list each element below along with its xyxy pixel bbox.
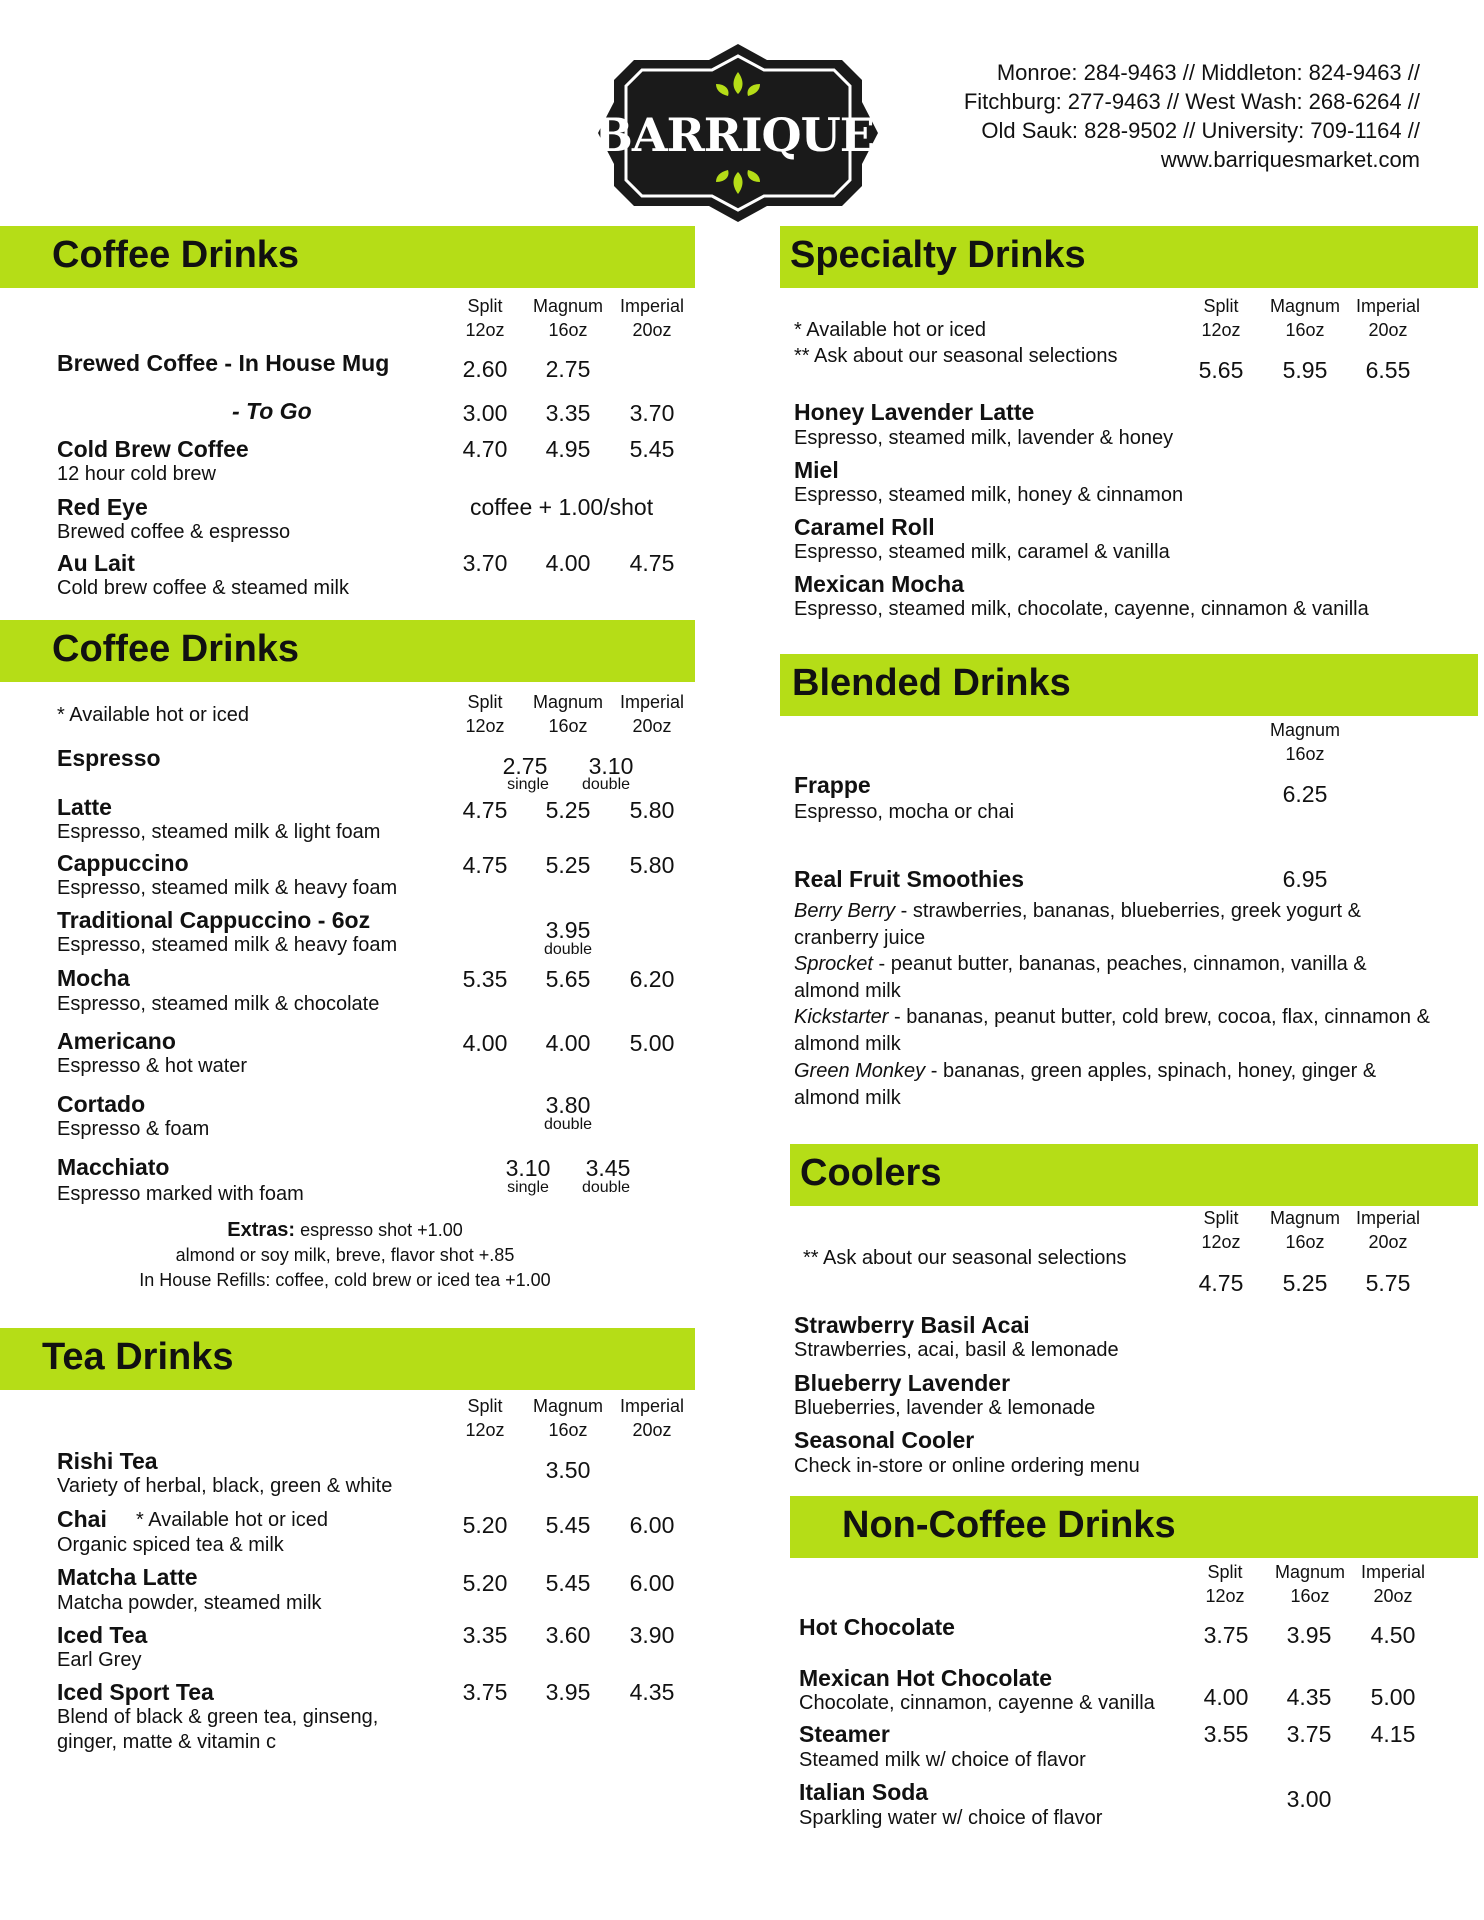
- price-magnum: 3.75: [1286, 1721, 1332, 1747]
- price-split: 3.35: [462, 1622, 508, 1648]
- menu-item-name: Caramel Roll: [794, 514, 935, 540]
- menu-item-name: Red Eye: [57, 494, 148, 520]
- menu-item-desc: Chocolate, cinnamon, cayenne & vanilla: [799, 1692, 1155, 1714]
- menu-item-desc: Blueberries, lavender & lemonade: [794, 1397, 1096, 1419]
- menu-item-name: Espresso: [57, 745, 161, 771]
- menu-item-desc: Espresso, steamed milk, lavender & honey: [794, 427, 1174, 449]
- price-double-label: double: [581, 776, 631, 793]
- price-imperial: 4.15: [1370, 1721, 1416, 1747]
- price-split: 4.75: [462, 852, 508, 878]
- flavor-name: Berry Berry: [794, 900, 896, 922]
- size-header-magnum: Magnum 16oz: [532, 692, 604, 736]
- flavor-name: Sprocket: [794, 953, 873, 975]
- coffee-drinks-header: [0, 620, 695, 682]
- availability-note: * Available hot or iced: [794, 319, 986, 341]
- extras-label: Extras:: [227, 1219, 296, 1241]
- price-imperial: 5.00: [629, 1030, 675, 1056]
- smoothie-flavor: [794, 951, 1434, 1005]
- menu-item-name: Seasonal Cooler: [794, 1427, 975, 1453]
- menu-item-name: Cortado: [57, 1091, 146, 1117]
- availability-note: * Available hot or iced: [136, 1509, 328, 1531]
- price-magnum: 5.65: [545, 966, 591, 992]
- price-imperial: 3.90: [629, 1622, 675, 1648]
- size-header-magnum: Magnum 16oz: [1269, 296, 1341, 340]
- menu-item-desc: 12 hour cold brew: [57, 463, 216, 485]
- price-imperial: 4.35: [629, 1679, 675, 1705]
- menu-item-name: Hot Chocolate: [799, 1614, 955, 1640]
- price-split: 3.00: [462, 400, 508, 426]
- size-header-imperial: Imperial 20oz: [619, 1396, 685, 1440]
- price-double: 3.10: [588, 753, 634, 779]
- price-magnum: 4.35: [1286, 1684, 1332, 1710]
- size-header-split: Split 12oz: [1201, 296, 1241, 340]
- section-title: Coolers: [800, 1152, 942, 1194]
- menu-item-name: Americano: [57, 1028, 176, 1054]
- logo-text: BARRIQUES: [594, 108, 907, 162]
- smoothie-flavor: [794, 1058, 1434, 1112]
- price-split: 5.35: [462, 966, 508, 992]
- size-header-magnum: Magnum 16oz: [1269, 720, 1341, 764]
- price-imperial: 5.80: [629, 852, 675, 878]
- size-header-imperial: Imperial 20oz: [619, 296, 685, 340]
- extras-line-2: almond or soy milk, breve, flavor shot +.85: [175, 1245, 515, 1265]
- size-header-magnum: Magnum 16oz: [532, 296, 604, 340]
- menu-item-name: Brewed Coffee - In House Mug: [57, 350, 390, 376]
- smoothie-flavor: [794, 898, 1434, 952]
- menu-item-desc: Matcha powder, steamed milk: [57, 1592, 322, 1614]
- price-single-label: single: [507, 776, 549, 793]
- section-title: Specialty Drinks: [790, 234, 1086, 276]
- smoothie-flavor: [794, 1004, 1434, 1058]
- extras-line-3: In House Refills: coffee, cold brew or iced tea +1.00: [139, 1270, 551, 1290]
- menu-item-name: Traditional Cappuccino - 6oz: [57, 907, 371, 933]
- price-split: 5.65: [1198, 357, 1244, 383]
- extras-note: [60, 1218, 630, 1293]
- price-split: 3.75: [1203, 1622, 1249, 1648]
- menu-item-desc: Brewed coffee & espresso: [57, 521, 291, 543]
- price-magnum: 6.95: [1282, 866, 1328, 892]
- coffee-drinks-header: [0, 226, 695, 288]
- menu-item-name: - To Go: [232, 398, 312, 424]
- menu-item-desc: Espresso, steamed milk & chocolate: [57, 993, 380, 1015]
- price-note: coffee + 1.00/shot: [470, 494, 654, 520]
- price-imperial: 4.75: [629, 550, 675, 576]
- price-magnum: 3.50: [545, 1457, 591, 1483]
- availability-note: * Available hot or iced: [57, 704, 249, 726]
- menu-item-name: Matcha Latte: [57, 1564, 198, 1590]
- contact-locations-line-2: Fitchburg: 277-9463 // West Wash: 268-6264 //: [963, 89, 1420, 114]
- price-split: 3.55: [1203, 1721, 1249, 1747]
- price-split: 4.75: [462, 797, 508, 823]
- menu-item-name: Iced Sport Tea: [57, 1679, 214, 1705]
- price-split: 3.70: [462, 550, 508, 576]
- website-link[interactable]: www.barriquesmarket.com: [1160, 147, 1420, 172]
- price-magnum: 2.75: [545, 356, 591, 382]
- menu-item-desc: Variety of herbal, black, green & white: [57, 1475, 393, 1497]
- price-imperial: 5.80: [629, 797, 675, 823]
- price-magnum: 5.25: [545, 797, 591, 823]
- size-header-split: Split 12oz: [1205, 1562, 1245, 1606]
- menu-item-desc: Sparkling water w/ choice of flavor: [799, 1807, 1103, 1829]
- menu-item-name: Mocha: [57, 965, 130, 991]
- menu-item-name: Cappuccino: [57, 850, 189, 876]
- price-magnum: 6.25: [1282, 781, 1328, 807]
- price-sub-label: double: [543, 941, 593, 958]
- price-double-label: double: [581, 1179, 631, 1196]
- flavor-desc: - strawberries, bananas, blueberries, greek yogurt & cranberry juice: [794, 900, 1361, 949]
- non-coffee-drinks-header: [790, 1496, 1478, 1558]
- price-magnum: 4.00: [545, 550, 591, 576]
- price-imperial: 6.00: [629, 1570, 675, 1596]
- price-magnum: 3.95: [1286, 1622, 1332, 1648]
- price-single: 3.10: [505, 1155, 551, 1181]
- section-title: Coffee Drinks: [52, 234, 300, 276]
- seasonal-note: ** Ask about our seasonal selections: [803, 1247, 1127, 1269]
- price-magnum: 3.00: [1286, 1786, 1332, 1812]
- menu-item-desc: Strawberries, acai, basil & lemonade: [794, 1339, 1119, 1361]
- price-sub-label: double: [543, 1116, 593, 1133]
- menu-item-name: Real Fruit Smoothies: [794, 866, 1025, 892]
- menu-item-name: Frappe: [794, 772, 871, 798]
- menu-item-desc-2: ginger, matte & vitamin c: [57, 1731, 276, 1753]
- menu-item-desc: Espresso, steamed milk, caramel & vanilla: [794, 541, 1170, 563]
- price-imperial: 5.75: [1365, 1270, 1411, 1296]
- price-double: 3.45: [585, 1155, 631, 1181]
- price-magnum: 3.80: [545, 1092, 591, 1118]
- tea-drinks-header: [0, 1328, 695, 1390]
- menu-item-desc: Espresso marked with foam: [57, 1183, 304, 1205]
- section-title: Non-Coffee Drinks: [842, 1504, 1176, 1546]
- menu-item-name: Rishi Tea: [57, 1448, 158, 1474]
- blended-drinks-header: [780, 654, 1478, 716]
- price-split: 4.75: [1198, 1270, 1244, 1296]
- size-header-imperial: Imperial 20oz: [1360, 1562, 1426, 1606]
- price-magnum: 3.60: [545, 1622, 591, 1648]
- price-split: 4.00: [1203, 1684, 1249, 1710]
- size-header-magnum: Magnum 16oz: [1269, 1208, 1341, 1252]
- price-split: 4.70: [462, 436, 508, 462]
- price-split: 5.20: [462, 1570, 508, 1596]
- price-imperial: 6.20: [629, 966, 675, 992]
- menu-item-name: Chai: [57, 1506, 107, 1532]
- menu-item-name: Mexican Mocha: [794, 571, 964, 597]
- price-imperial: 6.55: [1365, 357, 1411, 383]
- price-magnum: 5.45: [545, 1512, 591, 1538]
- flavor-desc: - bananas, green apples, spinach, honey, ginger & almond milk: [794, 1060, 1377, 1109]
- price-magnum: 4.95: [545, 436, 591, 462]
- menu-item-desc: Espresso, steamed milk & light foam: [57, 821, 381, 843]
- menu-item-name: Cold Brew Coffee: [57, 436, 249, 462]
- menu-item-name: Miel: [794, 457, 839, 483]
- price-single: 2.75: [502, 753, 548, 779]
- section-title: Coffee Drinks: [52, 628, 300, 670]
- section-title: Tea Drinks: [42, 1336, 234, 1378]
- price-split: 4.00: [462, 1030, 508, 1056]
- flavor-name: Green Monkey: [794, 1060, 926, 1082]
- flavor-desc: - bananas, peanut butter, cold brew, cocoa, flax, cinnamon & almond milk: [794, 1006, 1430, 1055]
- price-magnum: 5.25: [545, 852, 591, 878]
- size-header-imperial: Imperial 20oz: [1355, 1208, 1421, 1252]
- menu-item-desc: Espresso, steamed milk, honey & cinnamon: [794, 484, 1184, 506]
- menu-item-desc: Earl Grey: [57, 1649, 142, 1671]
- size-header-imperial: Imperial 20oz: [1355, 296, 1421, 340]
- specialty-drinks-header: [780, 226, 1478, 288]
- price-magnum: 5.25: [1282, 1270, 1328, 1296]
- size-header-split: Split 12oz: [465, 1396, 505, 1440]
- price-imperial: 5.00: [1370, 1684, 1416, 1710]
- size-header-magnum: Magnum 16oz: [1274, 1562, 1346, 1606]
- menu-item-desc: Espresso & hot water: [57, 1055, 248, 1077]
- brand-logo: [594, 42, 907, 224]
- menu-item-name: Strawberry Basil Acai: [794, 1312, 1030, 1338]
- size-header-split: Split 12oz: [465, 692, 505, 736]
- price-imperial: 4.50: [1370, 1622, 1416, 1648]
- extras-line-1: espresso shot +1.00: [300, 1220, 463, 1240]
- menu-item-desc: Espresso, steamed milk & heavy foam: [57, 877, 398, 899]
- menu-item-name: Blueberry Lavender: [794, 1370, 1011, 1396]
- seasonal-note: ** Ask about our seasonal selections: [794, 345, 1118, 367]
- size-header-imperial: Imperial 20oz: [619, 692, 685, 736]
- size-header-magnum: Magnum 16oz: [532, 1396, 604, 1440]
- menu-item-desc: Blend of black & green tea, ginseng,: [57, 1706, 379, 1728]
- price-split: 3.75: [462, 1679, 508, 1705]
- size-header-split: Split 12oz: [1201, 1208, 1241, 1252]
- menu-item-desc: Espresso & foam: [57, 1118, 210, 1140]
- price-magnum: 3.35: [545, 400, 591, 426]
- price-imperial: 3.70: [629, 400, 675, 426]
- menu-item-desc: Cold brew coffee & steamed milk: [57, 577, 349, 599]
- menu-item-desc: Espresso, steamed milk, chocolate, cayenne, cinnamon & vanilla: [794, 598, 1369, 620]
- menu-item-desc: Espresso, steamed milk & heavy foam: [57, 934, 398, 956]
- price-magnum: 3.95: [545, 917, 591, 943]
- section-title: Blended Drinks: [792, 662, 1071, 704]
- price-split: 5.20: [462, 1512, 508, 1538]
- menu-item-name: Iced Tea: [57, 1622, 148, 1648]
- flavor-desc: - peanut butter, bananas, peaches, cinnamon, vanilla & almond milk: [794, 953, 1367, 1002]
- contact-locations-line-1: Monroe: 284-9463 // Middleton: 824-9463 //: [996, 60, 1420, 85]
- menu-item-name: Steamer: [799, 1721, 890, 1747]
- menu-item-name: Au Lait: [57, 550, 135, 576]
- menu-item-desc: Espresso, mocha or chai: [794, 801, 1015, 823]
- price-single-label: single: [507, 1179, 549, 1196]
- price-split: 2.60: [462, 356, 508, 382]
- menu-item-name: Italian Soda: [799, 1779, 929, 1805]
- menu-item-name: Macchiato: [57, 1154, 170, 1180]
- price-imperial: 6.00: [629, 1512, 675, 1538]
- contact-locations-line-3: Old Sauk: 828-9502 // University: 709-1164 //: [981, 118, 1420, 143]
- price-magnum: 4.00: [545, 1030, 591, 1056]
- menu-item-name: Latte: [57, 794, 112, 820]
- menu-item-desc: Check in-store or online ordering menu: [794, 1455, 1140, 1477]
- size-header-split: Split 12oz: [465, 296, 505, 340]
- flavor-name: Kickstarter: [794, 1006, 889, 1028]
- menu-item-desc: Steamed milk w/ choice of flavor: [799, 1749, 1086, 1771]
- menu-item-name: Honey Lavender Latte: [794, 399, 1035, 425]
- price-magnum: 3.95: [545, 1679, 591, 1705]
- price-imperial: 5.45: [629, 436, 675, 462]
- coolers-header: [790, 1144, 1478, 1206]
- menu-item-desc: Organic spiced tea & milk: [57, 1534, 284, 1556]
- price-magnum: 5.45: [545, 1570, 591, 1596]
- price-magnum: 5.95: [1282, 357, 1328, 383]
- menu-item-name: Mexican Hot Chocolate: [799, 1665, 1053, 1691]
